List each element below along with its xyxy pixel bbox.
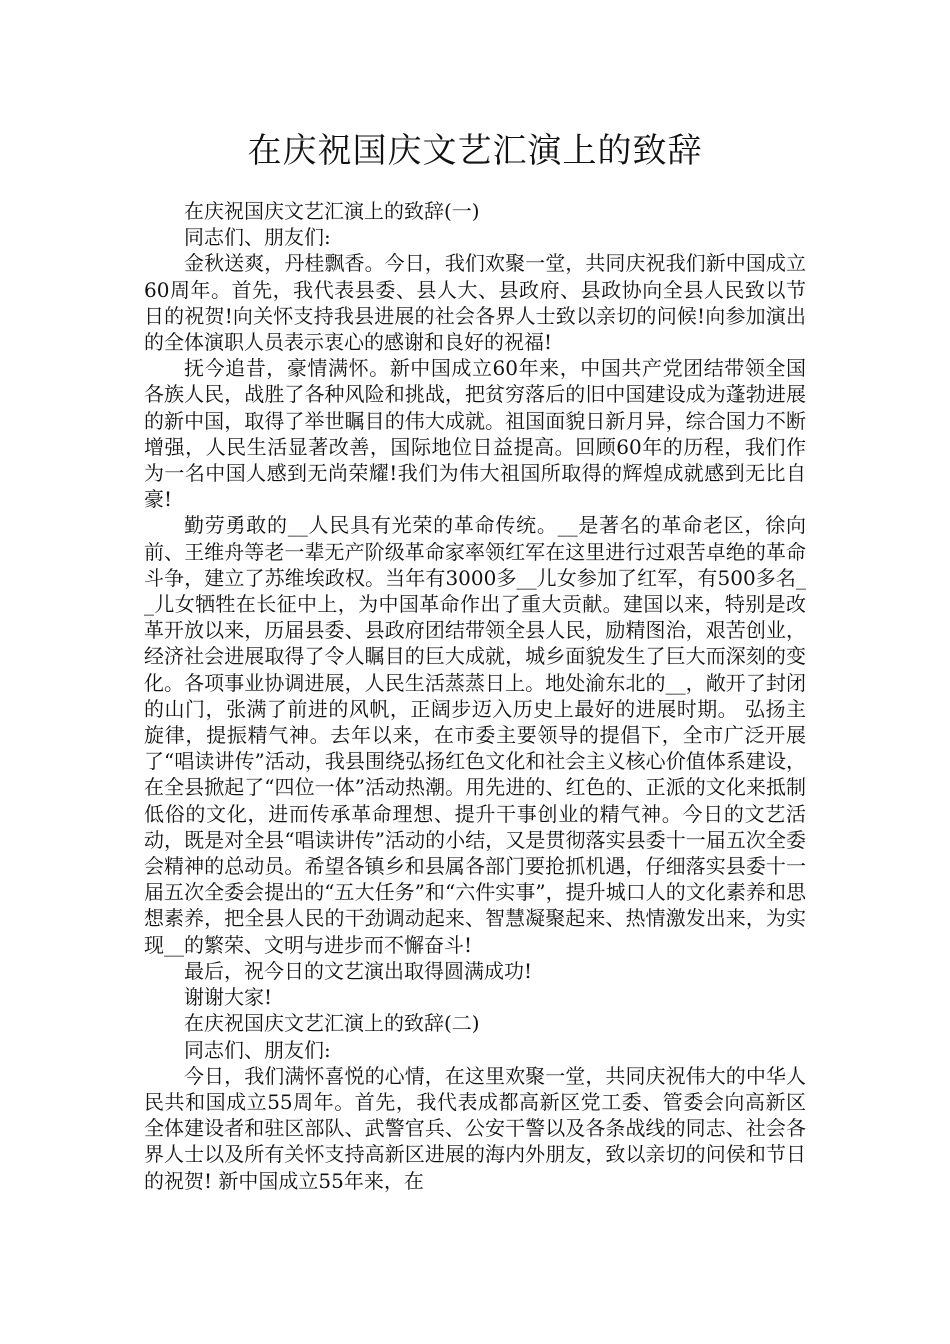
- salutation-2: 同志们、朋友们:: [184, 1037, 331, 1062]
- section-heading-2: 在庆祝国庆文艺汇演上的致辞(二): [184, 1011, 480, 1036]
- body-paragraph: 今日，我们满怀喜悦的心情，在这里欢聚一堂，共同庆祝伟大的中华人民共和国成立55周年。首先，我代表成都高新区党工委、管委会向高新区全体建设者和驻区部队、武警官兵、公安干警以及各条战线的同志、社会各界人士以及所有关怀支持高新区进展的海内外朋友，致以亲切的问侯和节日的祝贺! 新中国成立55年来，在: [144, 1063, 806, 1193]
- body-paragraph: 抚今追昔，豪情满怀。新中国成立60年来，中国共产党团结带领全国各族人民，战胜了各种风险和挑战，把贫穷落后的旧中国建设成为蓬勃进展的新中国，取得了举世瞩目的伟大成就。祖国面貌日新月异，综合国力不断增强，人民生活显著改善，国际地位日益提高。回顾60年的历程，我们作为一名中国人感到无尚荣耀!我们为伟大祖国所取得的辉煌成就感到无比自豪!: [144, 356, 806, 512]
- salutation-1: 同志们、朋友们:: [184, 225, 331, 250]
- body-paragraph: 金秋送爽，丹桂飘香。今日，我们欢聚一堂，共同庆祝我们新中国成立60周年。首先，我代表县委、县人大、县政府、县政协向全县人民致以节日的祝贺!向关怀支持我县进展的社会各界人士致以亲切的问候!向参加演出的全体演职人员表示衷心的感谢和良好的祝福!: [144, 251, 806, 355]
- document-title: 在庆祝国庆文艺汇演上的致辞: [247, 131, 703, 171]
- body-paragraph: 勤劳勇敢的__人民具有光荣的革命传统。__是著名的革命老区，徐向前、王维舟等老一辈无产阶级革命家率领红军在这里进行过艰苦卓绝的革命斗争，建立了苏维埃政权。当年有3000多__儿女参加了红军，有500多名__儿女牺牲在长征中上，为中国革命作出了重大贡献。建国以来，特别是改革开放以来，历届县委、县政府团结带领全县人民，励精图治，艰苦创业，经济社会进展取得了令人瞩目的巨大成就，城乡面貌发生了巨大而深刻的变化。各项事业协调进展，人民生活蒸蒸日上。地处渝东北的__，敞开了封闭的山门，张满了前进的风帆，正阔步迈入历史上最好的进展时期。 弘扬主旋律，提振精气神。去年以来，在市委主要领导的提倡下，全市广泛开展了“唱读讲传”活动，我县围绕弘扬红色文化和社会主义核心价值体系建设，在全县掀起了“四位一体”活动热潮。用先进的、红色的、正派的文化来抵制低俗的文化，进而传承革命理想、提升干事创业的精气神。今日的文艺活动，既是对全县“唱读讲传”活动的小结，又是贯彻落实县委十一届五次全委会精神的总动员。希望各镇乡和县属各部门要抢抓机遇，仔细落实县委十一届五次全委会提出的“五大任务”和“六件实事”，提升城口人的文化素养和思想素养，把全县人民的干劲调动起来、智慧凝聚起来、热情激发出来，为实现__的繁荣、文明与进步而不懈奋斗!: [144, 513, 806, 957]
- closing-wish: 最后，祝今日的文艺演出取得圆满成功!: [184, 958, 533, 983]
- closing-thanks: 谢谢大家!: [184, 985, 273, 1010]
- section-heading-1: 在庆祝国庆文艺汇演上的致辞(一): [184, 199, 480, 223]
- document-body: [144, 198, 806, 1194]
